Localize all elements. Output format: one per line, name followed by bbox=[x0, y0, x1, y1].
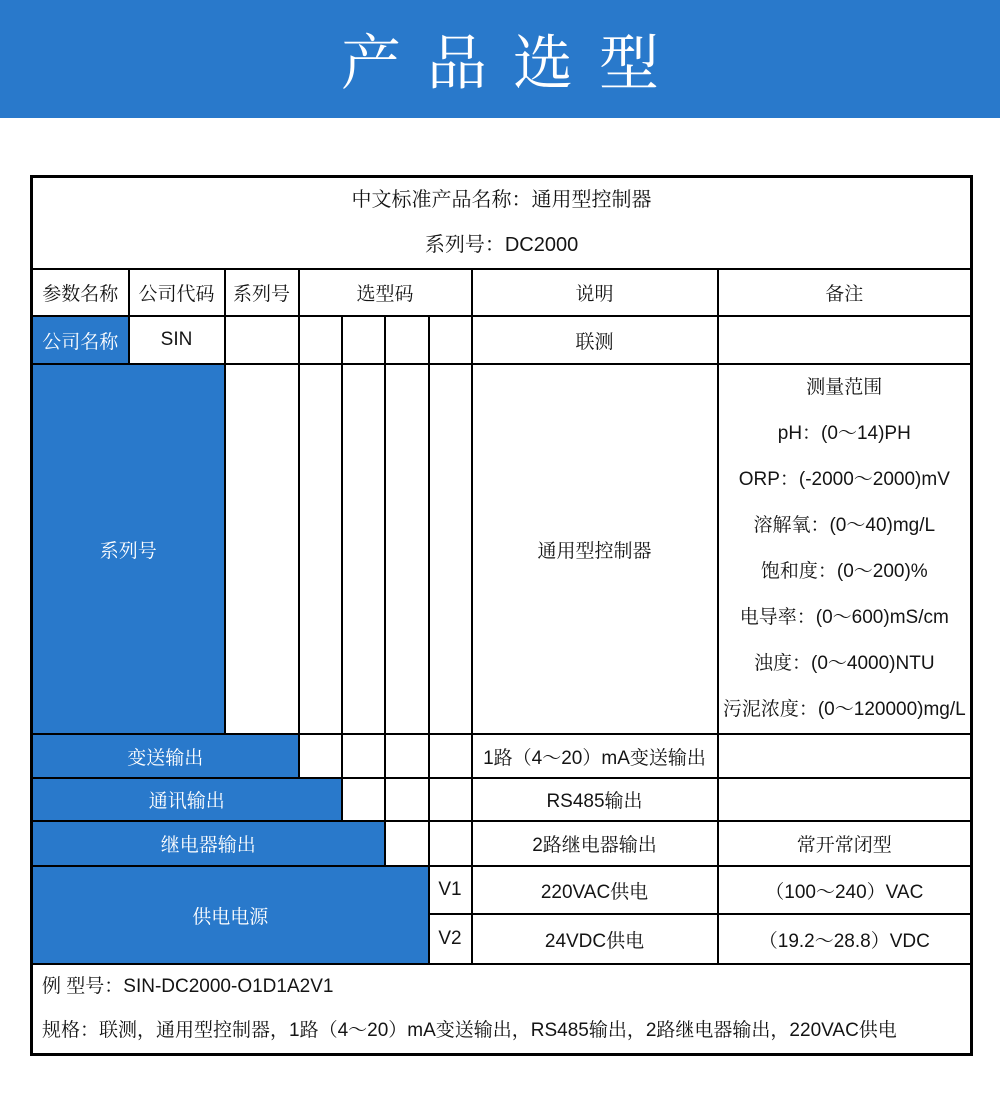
table-title-cell bbox=[32, 177, 972, 270]
empty-code-cell bbox=[342, 364, 385, 734]
measure-range-ph: pH：(0～14)PH bbox=[777, 423, 911, 444]
row-label-relay-output: 继电器输出 bbox=[32, 821, 385, 866]
title-line-series: 系列号：DC2000 bbox=[424, 234, 579, 256]
empty-code-cell bbox=[385, 316, 429, 364]
transmit-output-remark bbox=[718, 734, 972, 778]
example-model-line: 例 型号：SIN-DC2000-O1D1A2V1 bbox=[42, 976, 334, 997]
row-label-transmit-output: 变送输出 bbox=[32, 734, 299, 778]
title-line-product-name: 中文标准产品名称：通用型控制器 bbox=[351, 189, 652, 211]
col-header-param-name: 参数名称 bbox=[32, 269, 129, 316]
empty-code-cell bbox=[385, 778, 429, 821]
power-v1-description: 220VAC供电 bbox=[472, 866, 718, 914]
row-label-comm-output: 通讯输出 bbox=[32, 778, 342, 821]
empty-code-cell bbox=[299, 734, 342, 778]
empty-code-cell bbox=[385, 364, 429, 734]
banner bbox=[0, 0, 1000, 118]
empty-code-cell bbox=[299, 316, 342, 364]
relay-output-description: 2路继电器输出 bbox=[472, 821, 718, 866]
spec-summary-line: 规格：联测，通用型控制器，1路（4～20）mA变送输出，RS485输出，2路继电器输出，220VAC供电 bbox=[42, 1020, 897, 1041]
empty-code-cell bbox=[429, 316, 472, 364]
measure-range-orp: ORP：(-2000～2000)mV bbox=[738, 469, 950, 490]
measure-range-turbidity: 浊度：(0～4000)NTU bbox=[754, 653, 935, 674]
empty-code-cell bbox=[225, 316, 299, 364]
product-selection-table bbox=[30, 175, 973, 1056]
measure-range-sludge: 污泥浓度：(0～120000)mg/L bbox=[722, 699, 966, 720]
measure-range-title: 测量范围 bbox=[806, 377, 883, 398]
col-header-selection-code: 选型码 bbox=[299, 269, 472, 316]
empty-code-cell bbox=[429, 821, 472, 866]
empty-code-cell bbox=[342, 778, 385, 821]
page-title: 产品选型 bbox=[341, 30, 685, 97]
empty-code-cell bbox=[225, 364, 299, 734]
measure-range-conductivity: 电导率：(0～600)mS/cm bbox=[739, 607, 949, 628]
measure-range-do: 溶解氧：(0～40)mg/L bbox=[753, 515, 936, 536]
empty-code-cell bbox=[299, 364, 342, 734]
col-header-remark: 备注 bbox=[718, 269, 972, 316]
col-header-description: 说明 bbox=[472, 269, 718, 316]
measure-range-saturation: 饱和度：(0～200)% bbox=[760, 561, 928, 582]
series-measure-range-cell bbox=[718, 364, 972, 734]
series-description: 通用型控制器 bbox=[472, 364, 718, 734]
empty-code-cell bbox=[385, 821, 429, 866]
row-label-company-name: 公司名称 bbox=[32, 316, 129, 364]
empty-code-cell bbox=[342, 734, 385, 778]
empty-code-cell bbox=[385, 734, 429, 778]
empty-code-cell bbox=[429, 778, 472, 821]
comm-output-remark bbox=[718, 778, 972, 821]
power-code-v2: V2 bbox=[429, 914, 472, 964]
company-remark bbox=[718, 316, 972, 364]
comm-output-description: RS485输出 bbox=[472, 778, 718, 821]
company-code-value: SIN bbox=[129, 316, 225, 364]
row-label-series-no: 系列号 bbox=[32, 364, 225, 734]
power-v2-remark: （19.2～28.8）VDC bbox=[718, 914, 972, 964]
company-description: 联测 bbox=[472, 316, 718, 364]
power-v2-description: 24VDC供电 bbox=[472, 914, 718, 964]
empty-code-cell bbox=[429, 734, 472, 778]
power-code-v1: V1 bbox=[429, 866, 472, 914]
transmit-output-description: 1路（4～20）mA变送输出 bbox=[472, 734, 718, 778]
empty-code-cell bbox=[429, 364, 472, 734]
empty-code-cell bbox=[342, 316, 385, 364]
col-header-series-no: 系列号 bbox=[225, 269, 299, 316]
power-v1-remark: （100～240）VAC bbox=[718, 866, 972, 914]
col-header-company-code: 公司代码 bbox=[129, 269, 225, 316]
footer-cell bbox=[32, 964, 972, 1055]
relay-output-remark: 常开常闭型 bbox=[718, 821, 972, 866]
row-label-power-supply: 供电电源 bbox=[32, 866, 429, 964]
sheet-wrapper bbox=[0, 118, 1000, 1056]
